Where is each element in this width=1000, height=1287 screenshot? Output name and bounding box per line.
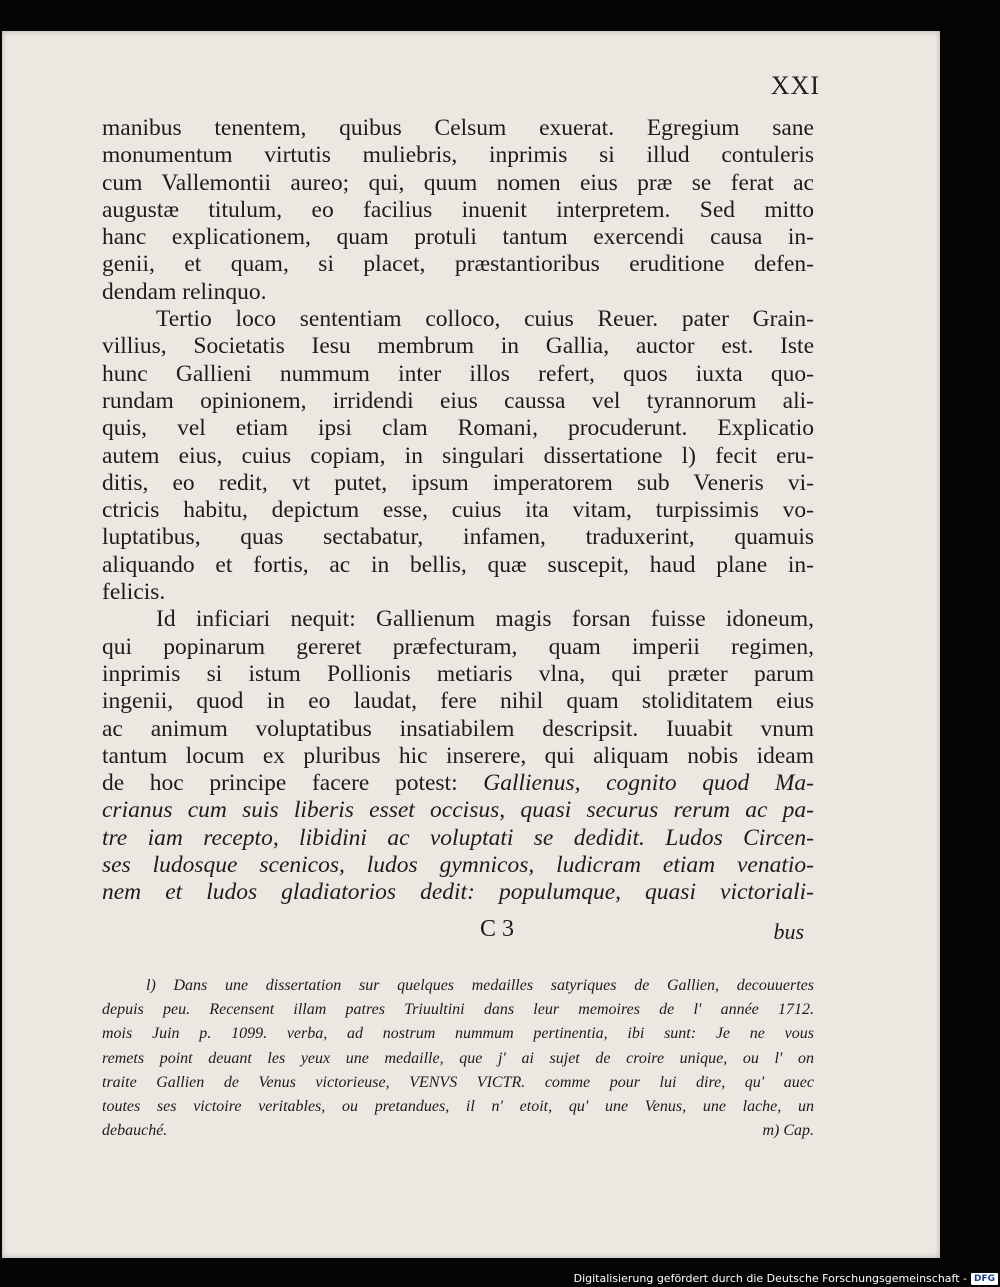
footnote-line: toutes ses victoire veritables, ou pretandues, il n' etoit, qu' une Venus, une lache, un <box>102 1097 814 1115</box>
signature-mark: C 3 <box>480 916 515 942</box>
footnote-end: debauché. <box>102 1122 168 1140</box>
text-line: manibus tenentem, quibus Celsum exuerat. Egregium sane <box>102 115 814 141</box>
main-text <box>102 115 814 907</box>
text-line: tantum locum ex pluribus hic inserere, qui aliquam nobis ideam <box>102 742 814 769</box>
text-line: cum Vallemontii aureo; qui, quum nomen eius præ se ferat ac <box>102 169 814 196</box>
text-segment: de hoc principe facere potest: <box>102 770 458 797</box>
dfg-logo-icon: DFG <box>971 1273 998 1285</box>
footnotes <box>102 974 814 1143</box>
text-line: augustæ titulum, eo facilius inuenit interpretem. Sed mitto <box>102 196 814 223</box>
catchword: bus <box>773 919 804 944</box>
footnote-line: l) Dans une dissertation sur quelques medailles satyriques de Gallien, decouuertes <box>146 977 814 994</box>
text-line: ctricis habitu, depictum esse, cuius ita vitam, turpissimis vo- <box>102 497 814 524</box>
book-page <box>2 31 940 1258</box>
text-line: genii, et quam, si placet, præstantioribus eruditione defen- <box>102 251 814 278</box>
text-line: hanc explicationem, quam protuli tantum exercendi causa in- <box>102 224 814 251</box>
text-line-with-quote <box>102 770 814 797</box>
quote-text: nem et ludos gladiatorios dedit: populumque, quasi victoriali- <box>102 879 814 906</box>
banner-text: Digitalisierung gefördert durch die Deutsche Forschungsgemeinschaft - <box>573 1272 967 1285</box>
text-line: autem eius, cuius copiam, in singulari dissertatione l) fecit eru- <box>102 442 814 469</box>
text-line: quis, vel etiam ipsi clam Romani, procuderunt. Explicatio <box>102 415 814 442</box>
text-line: hunc Gallieni nummum inter illos refert, quos iuxta quo- <box>102 360 814 387</box>
footnote-line: remets point deuant les yeux une medaille, que j' ai sujet de croire unique, ou l' on <box>102 1049 814 1067</box>
footnote-line: mois Juin p. 1099. verba, ad nostrum nummum pertinentia, ibi sunt: Je ne vous <box>102 1025 814 1043</box>
quote-text: tre iam recepto, libidini ac voluptati se dedidit. Ludos Circen- <box>102 824 814 851</box>
quote-line <box>102 825 814 852</box>
text-line: rundam opinionem, irridendi eius caussa vel tyrannorum ali- <box>102 387 814 414</box>
paragraph-start-line: Id inficiari nequit: Gallienum magis forsan fuisse idoneum, <box>156 606 814 633</box>
text-line: aliquando et fortis, ac in bellis, quæ suscepit, haud plane in- <box>102 551 814 578</box>
footnote-last-line <box>102 1119 814 1143</box>
text-line: ditis, eo redit, vt putet, ipsum imperatorem sub Veneris vi- <box>102 469 814 496</box>
footnote-line: depuis peu. Recensent illam patres Triuultini dans leur memoires de l' année 1712. <box>102 1001 814 1019</box>
quote-segment: Gallienus, cognito quod Ma- <box>483 770 815 797</box>
text-line: inprimis si istum Pollionis metiaris vlna, qui præter parum <box>102 660 814 687</box>
footnote-line: traite Gallien de Venus victorieuse, VENVS VICTR. comme pour lui dire, qu' auec <box>102 1073 814 1091</box>
next-footnote-catch: m) Cap. <box>762 1122 814 1140</box>
text-line: monumentum virtutis muliebris, inprimis si illud contuleris <box>102 142 814 169</box>
paragraph-start-line: Tertio loco sententiam colloco, cuius Reuer. pater Grain- <box>156 306 814 333</box>
quote-text: crianus cum suis liberis esset occisus, quasi securus rerum ac pa- <box>102 797 814 824</box>
text-line: ac animum voluptatibus insatiabilem descripsit. Iuuabit vnum <box>102 715 814 742</box>
text-line: villius, Societatis Iesu membrum in Gallia, auctor est. Iste <box>102 333 814 360</box>
quote-line <box>102 797 814 824</box>
text-line: dendam relinquo. <box>102 278 267 305</box>
text-line: luptatibus, quas sectabatur, infamen, traduxerint, quamuis <box>102 524 814 551</box>
text-line: ingenii, quod in eo laudat, fere nihil quam stoliditatem eius <box>102 688 814 715</box>
page-number: XXI <box>770 71 820 100</box>
quote-text: ses ludosque scenicos, ludos gymnicos, ludicram etiam venatio- <box>102 852 814 879</box>
text-line: felicis. <box>102 579 166 606</box>
text-line: qui popinarum gereret præfecturam, quam imperii regimen, <box>102 633 814 660</box>
quote-line <box>102 879 814 906</box>
quote-line <box>102 852 814 879</box>
funding-banner <box>574 1272 998 1285</box>
